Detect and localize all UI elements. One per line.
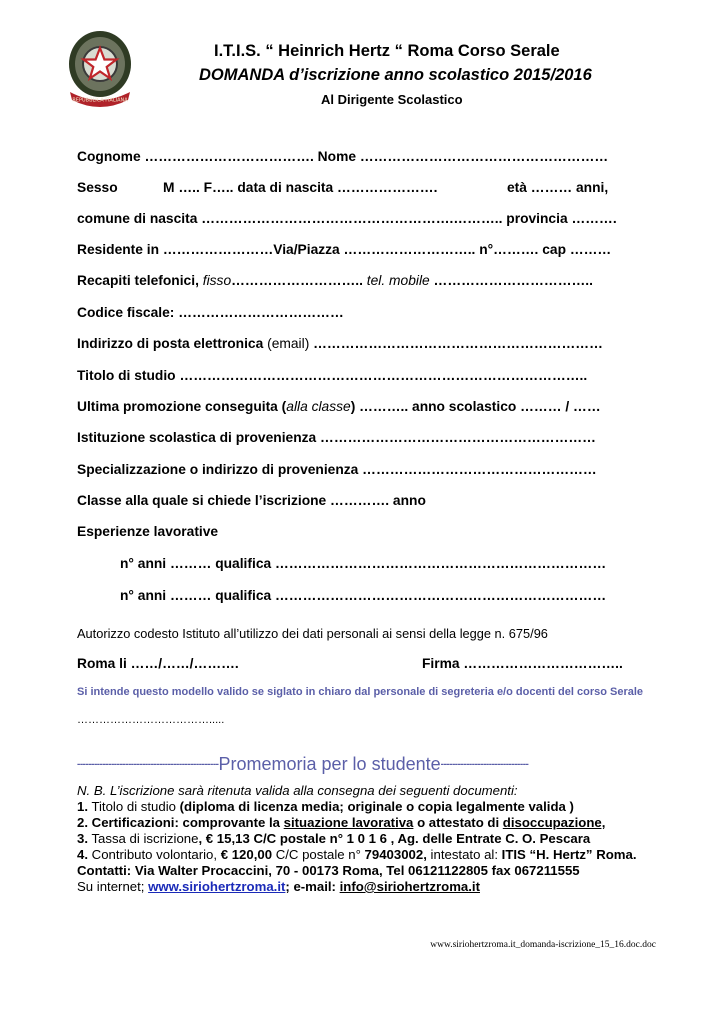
reminder-title: Promemoria per lo studente [218, 754, 441, 774]
reminder-item-1: 1. Titolo di studio (diploma di licenza media; originale o copia legalmente valida ) [77, 799, 574, 814]
field-residence[interactable]: Residente in ……………………Via/Piazza ……………………….. n°………. cap ……… [77, 242, 612, 257]
field-specialization[interactable]: Specializzazione o indirizzo di provenienza …………………………………………… [77, 462, 597, 477]
signature-field[interactable]: Firma …………………………….. [422, 656, 623, 671]
reminder-item-4: 4. Contributo volontario, € 120,00 C/C postale n° 79403002, intestato al: ITIS “H. Hertz” Roma. [77, 847, 637, 862]
landline-label: fisso [202, 273, 232, 288]
field-phone[interactable] [77, 273, 593, 288]
field-previous-school[interactable]: Istituzione scolastica di provenienza …………………………………………………… [77, 430, 596, 445]
place-date-field[interactable]: Roma li ……/……/………. [77, 656, 239, 671]
footer-filename: www.siriohertzroma.it_domanda-iscrizione_15_16.doc.doc [430, 940, 656, 950]
reminder-item-3: 3. Tassa di iscrizione, € 15,13 C/C postale n° 1 0 1 6 , Ag. delle Entrate C. O. Pescara [77, 831, 591, 846]
field-experience-1[interactable]: n° anni ……… qualifica ……………………………………………………………… [120, 556, 607, 571]
initials-line[interactable]: ………………………………..... [77, 714, 225, 726]
mobile-dots[interactable]: …………………………….. [429, 273, 593, 288]
school-year-dots[interactable]: ) ……….. anno scolastico ……… / …… [350, 399, 601, 414]
field-requested-class[interactable]: Classe alla quale si chiede l’iscrizione …………. anno [77, 493, 426, 508]
field-email[interactable] [77, 336, 603, 351]
phone-label: Recapiti telefonici, [77, 273, 203, 288]
reminder-dash-left: -------------------------------------------------- [77, 759, 219, 770]
privacy-authorization: Autorizzo codesto Istituto all’utilizzo dei dati personali ai sensi della legge n. 675/96 [77, 626, 548, 641]
work-experience-heading: Esperienze lavorative [77, 524, 219, 539]
web-contacts: Su internet; www.siriohertzroma.it; e-mail: info@siriohertzroma.it [77, 879, 480, 894]
contacts-line: Contatti: Via Walter Procaccini, 70 - 00173 Roma, Tel 06121122805 fax 067211555 [77, 863, 580, 878]
italian-republic-emblem [66, 28, 134, 110]
landline-dots[interactable]: ……………………….. [231, 273, 367, 288]
website-link[interactable]: www.siriohertzroma.it [148, 879, 286, 894]
field-last-promotion[interactable] [77, 399, 601, 414]
field-sex-birthdate[interactable] [77, 180, 609, 195]
field-study-title[interactable]: Titolo di studio …………………………………………………………………………….. [77, 368, 588, 383]
recipient: Al Dirigente Scolastico [321, 92, 463, 107]
reminder-nb: N. B. L’iscrizione sarà ritenuta valida alla consegna dei seguenti documenti: [77, 783, 518, 798]
reminder-dash-right: ------------------------------- [440, 759, 529, 770]
age-field[interactable]: età ……… anni, [507, 180, 609, 195]
class-hint: alla classe [286, 399, 351, 414]
sex-birthdate-fields[interactable]: M ….. F….. data di nascita …………………. [163, 180, 438, 195]
school-name: I.T.I.S. “ Heinrich Hertz “ Roma Corso Serale [214, 42, 560, 60]
email-hint: (email) [267, 336, 310, 351]
reminder-item-2: 2. Certificazioni: comprovante la situazione lavorativa o attestato di disoccupazione, [77, 815, 606, 830]
email-label: Indirizzo di posta elettronica [77, 336, 268, 351]
field-experience-2[interactable]: n° anni ……… qualifica ……………………………………………………………… [120, 588, 607, 603]
reminder-heading [77, 754, 528, 782]
sex-label: Sesso [77, 180, 118, 195]
email-dots[interactable]: ……………………………………………………… [309, 336, 603, 351]
field-name-surname[interactable]: Cognome ………………………………. Nome ……………………………………………… [77, 149, 609, 164]
field-birthplace[interactable]: comune di nascita ……………………………………………….……….. provincia ………. [77, 211, 617, 226]
email-link[interactable]: info@siriohertzroma.it [339, 879, 480, 894]
logo-ribbon-text: REPUBBLICA ITALIANA [72, 97, 128, 104]
form-title: DOMANDA d’iscrizione anno scolastico 2015/2016 [199, 66, 592, 84]
mobile-label: tel. mobile [366, 273, 430, 288]
last-promotion-label: Ultima promozione conseguita ( [77, 399, 287, 414]
validity-note: Si intende questo modello valido se siglato in chiaro dal personale di segreteria e/o docenti del corso Serale [77, 686, 644, 698]
field-tax-code[interactable]: Codice fiscale: ……………………………… [77, 305, 344, 320]
